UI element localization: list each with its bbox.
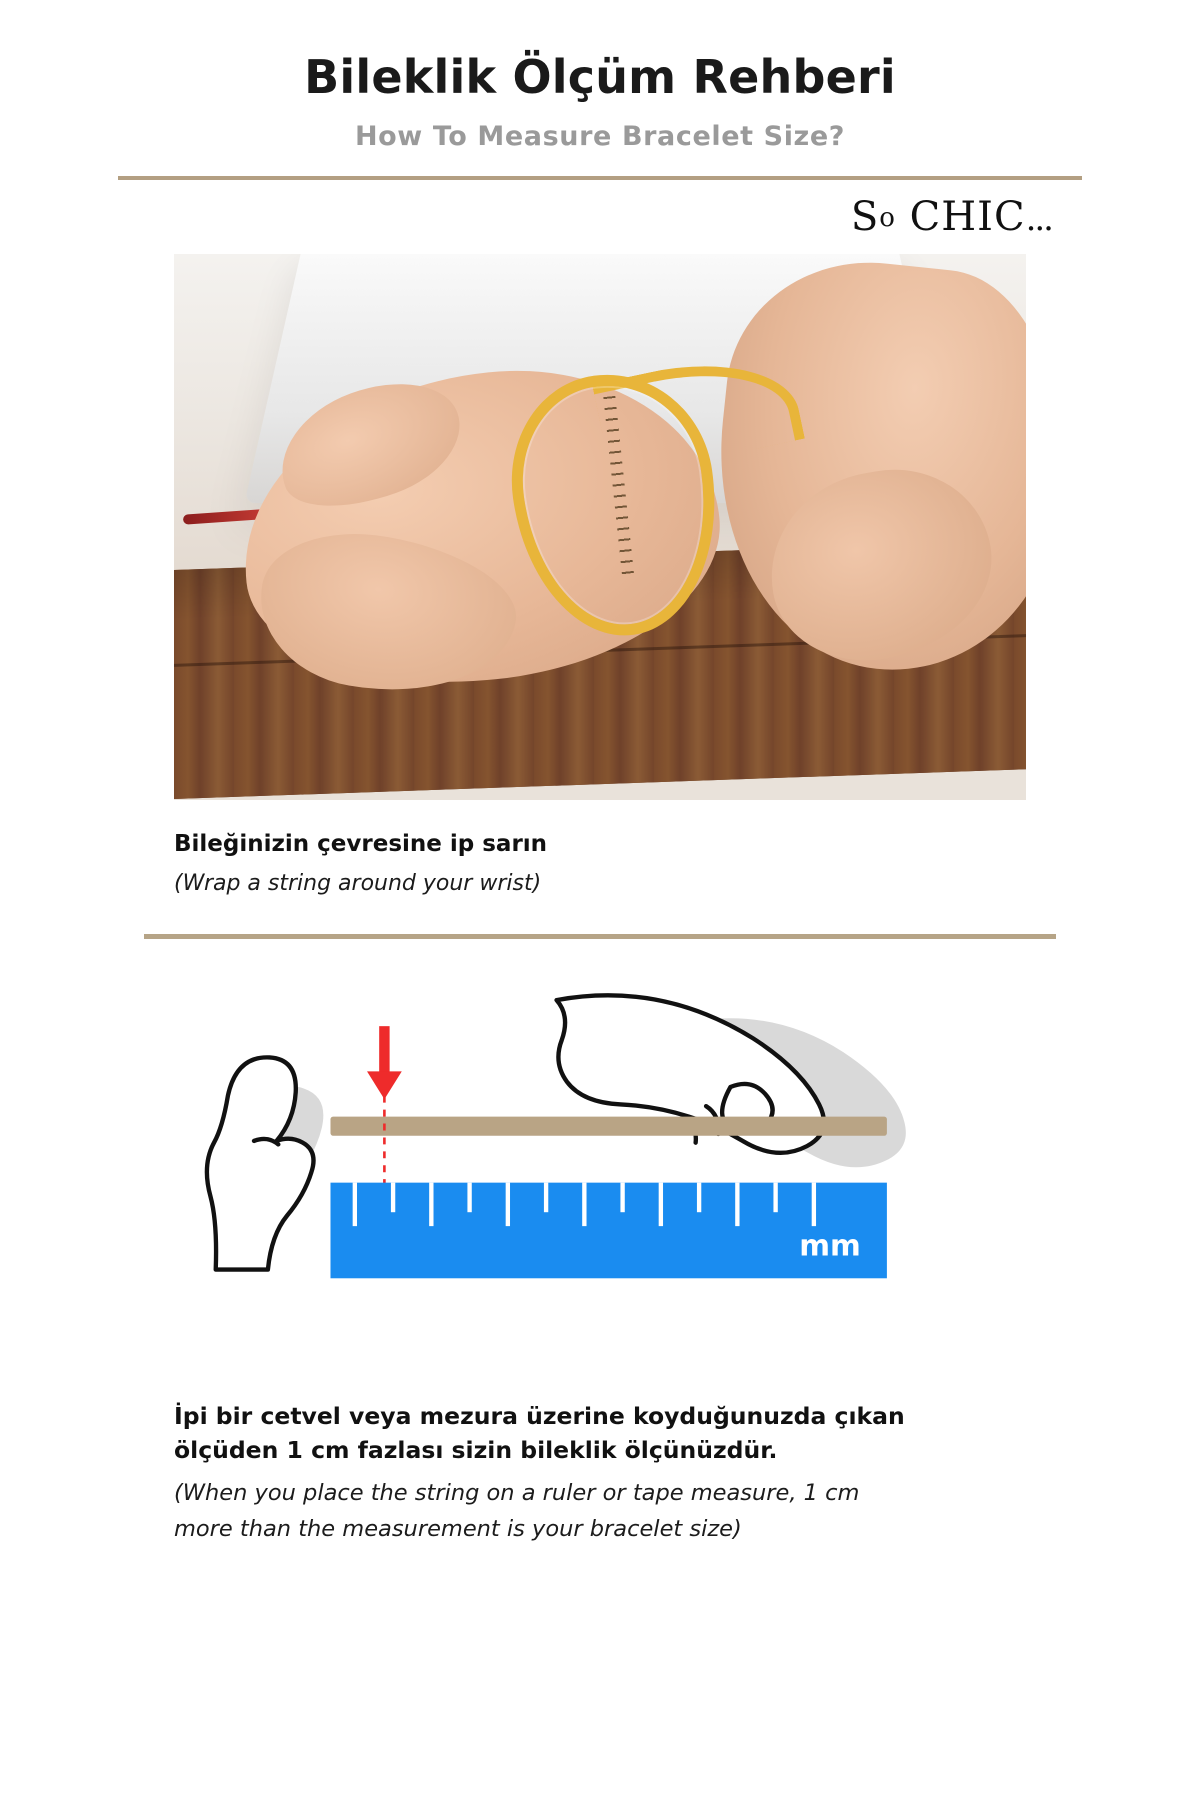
brand-row [118, 180, 1082, 240]
brand-part-1: S [850, 193, 880, 240]
step1-caption-en: (Wrap a string around your wrist) [174, 871, 542, 897]
brand-part-3: CHIC [895, 193, 1026, 240]
ruler-unit-label: mm [799, 1228, 861, 1263]
page-title: Bileklik Ölçüm Rehberi [304, 50, 896, 104]
step2-image-container [118, 957, 1082, 1377]
wrist-measuring-photo [174, 254, 1026, 800]
brand-logo [851, 194, 1052, 240]
step1-image-container [118, 254, 1082, 800]
step2-caption [118, 1399, 1082, 1547]
step1-caption-tr: Bileğinizin çevresine ip sarın [174, 830, 548, 857]
string-bar [330, 1117, 886, 1136]
step1-caption [118, 828, 1082, 901]
brand-dots: ... [1025, 198, 1052, 239]
step2-caption-tr-line1: İpi bir cetvel veya mezura üzerine koyduğunuzda çıkan [174, 1402, 905, 1431]
step2-caption-tr-line2: ölçüden 1 cm fazlası sizin bileklik ölçünüzdür. [174, 1436, 778, 1465]
ruler-illustration-svg [174, 957, 1026, 1377]
red-arrow-icon [367, 1026, 402, 1099]
step2-caption-en-line1: (When you place the string on a ruler or tape measure, 1 cm [174, 1480, 860, 1507]
section-divider-wrap [118, 934, 1082, 939]
section-divider [144, 934, 1056, 939]
page-subtitle: How To Measure Bracelet Size? [354, 120, 846, 152]
ruler-string-illustration [174, 957, 1026, 1377]
step2-caption-en-line2: more than the measurement is your bracelet size) [174, 1516, 742, 1543]
left-hand-illustration [207, 1058, 314, 1270]
header [118, 0, 1082, 180]
brand-part-2: o [879, 202, 896, 233]
ruler [330, 1183, 886, 1279]
